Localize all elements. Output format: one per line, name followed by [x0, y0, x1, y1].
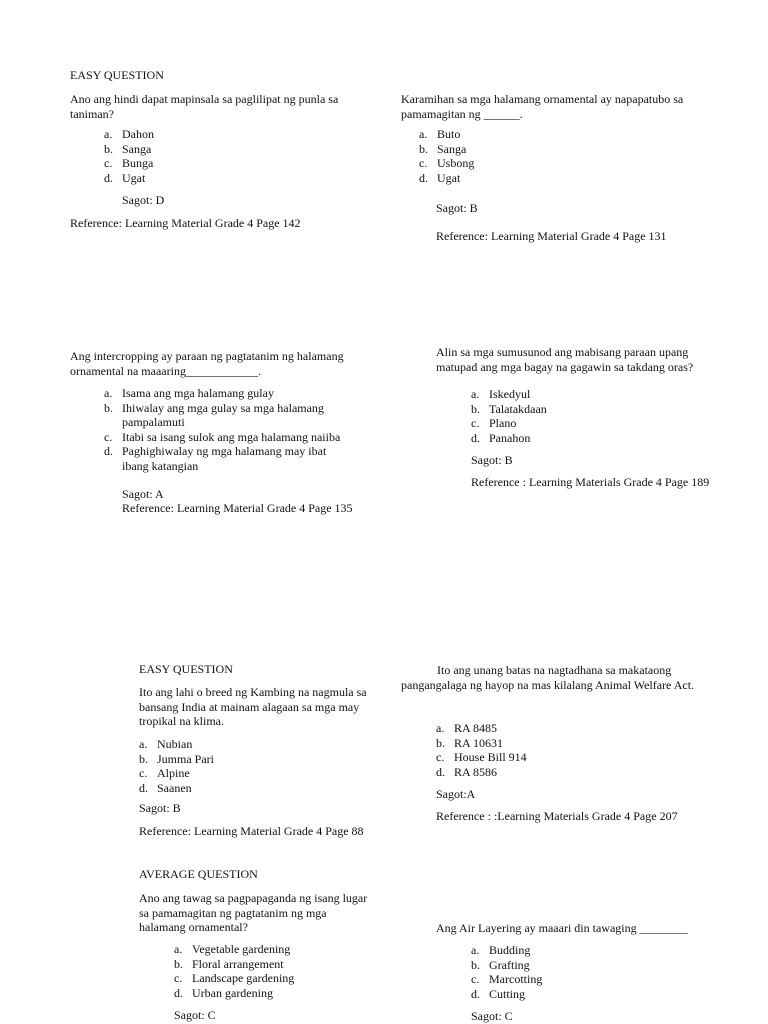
- option-item: [436, 721, 686, 736]
- option-item: [436, 765, 686, 780]
- option-marker: a.: [139, 737, 148, 751]
- option-item: [104, 401, 354, 430]
- option-item: [471, 972, 671, 987]
- q2-question: Karamihan sa mga halamang ornamental ay napapatubo sa pamamagitan ng ______.: [401, 92, 684, 121]
- option-text: Landscape gardening: [192, 971, 295, 985]
- q1-reference: Reference: Learning Material Grade 4 Page 142: [70, 216, 301, 230]
- option-text: Usbong: [437, 156, 475, 170]
- option-text: Ihiwalay ang mga gulay sa mga halamang pampalamuti: [122, 400, 324, 429]
- option-text: Cutting: [489, 986, 526, 1001]
- option-item: [471, 943, 671, 958]
- option-text: RA 10631: [454, 735, 504, 750]
- q3-options: [104, 386, 354, 473]
- option-text: Floral arrangement: [192, 956, 284, 971]
- option-marker: b.: [104, 141, 113, 156]
- q8-options: [471, 943, 671, 1001]
- option-marker: c.: [104, 156, 113, 170]
- q2-reference: Reference: Learning Material Grade 4 Page 131: [436, 229, 667, 243]
- option-item: [139, 781, 369, 796]
- option-item: [174, 986, 374, 1001]
- option-marker: d.: [471, 430, 480, 445]
- option-marker: a.: [104, 127, 113, 141]
- q3-answer: Sagot: A: [122, 487, 164, 501]
- q2-options: [419, 127, 679, 185]
- q4-question: Alin sa mga sumusunod ang mabisang paraan upang matupad ang mga bagay na gagawin sa takdang oras?: [436, 345, 694, 374]
- option-item: [174, 957, 374, 972]
- option-marker: a.: [419, 127, 428, 141]
- option-item: [471, 987, 671, 1002]
- q3-reference: Reference: Learning Material Grade 4 Page 135: [122, 501, 353, 515]
- q4-options: [471, 387, 701, 445]
- q5-reference: Reference: Learning Material Grade 4 Page 88: [139, 824, 364, 838]
- q3-question: Ang intercropping ay paraan ng pagtatanim ng halamang ornamental na maaaring____________.: [70, 349, 344, 378]
- option-marker: c.: [174, 971, 183, 985]
- option-marker: d.: [139, 780, 148, 795]
- option-marker: b.: [104, 400, 113, 415]
- option-text: Grafting: [489, 957, 530, 972]
- option-marker: a.: [471, 943, 480, 957]
- q6-options: [436, 721, 686, 779]
- option-marker: b.: [139, 751, 148, 766]
- option-item: [471, 402, 701, 417]
- q4-answer: Sagot: B: [471, 453, 513, 467]
- option-text: RA 8485: [454, 721, 498, 735]
- option-text: Jumma Pari: [157, 751, 214, 766]
- option-text: Saanen: [157, 780, 192, 795]
- q6-answer: Sagot:A: [436, 787, 476, 801]
- option-text: Budding: [489, 943, 531, 957]
- option-item: [139, 737, 369, 752]
- option-text: Plano: [489, 416, 517, 430]
- option-marker: d.: [174, 985, 183, 1000]
- q1-options: [104, 127, 364, 185]
- option-marker: d.: [419, 170, 428, 185]
- q7-question: Ano ang tawag sa pagpapaganda ng isang lugar sa pamamagitan ng pagtatanim ng mga halamang ornamental?: [139, 891, 368, 934]
- option-text: Vegetable gardening: [192, 942, 291, 956]
- option-text: Sanga: [122, 141, 152, 156]
- option-text: RA 8586: [454, 764, 498, 779]
- option-text: Isama ang mga halamang gulay: [122, 386, 274, 400]
- q6-reference: Reference : :Learning Materials Grade 4 Page 207: [436, 809, 678, 823]
- option-marker: c.: [419, 156, 428, 170]
- q5-heading: EASY QUESTION: [139, 662, 233, 676]
- option-marker: b.: [436, 735, 445, 750]
- option-item: [104, 156, 364, 171]
- q8-question: Ang Air Layering ay maaari din tawaging ________: [436, 921, 688, 935]
- option-item: [139, 766, 369, 781]
- option-marker: a.: [436, 721, 445, 735]
- option-marker: d.: [471, 986, 480, 1001]
- option-marker: b.: [419, 141, 428, 156]
- option-marker: c.: [471, 416, 480, 430]
- q7-heading: AVERAGE QUESTION: [139, 867, 258, 881]
- q7-answer: Sagot: C: [174, 1008, 216, 1022]
- option-text: Bunga: [122, 156, 154, 170]
- option-marker: c.: [471, 972, 480, 986]
- option-text: Ugat: [437, 170, 461, 185]
- q5-question: Ito ang lahi o breed ng Kambing na nagmula sa bansang India at mainam alagaan sa mga may tropikal na klima.: [139, 685, 367, 728]
- option-item: [419, 171, 679, 186]
- option-marker: a.: [471, 387, 480, 401]
- option-text: Panahon: [489, 430, 531, 445]
- option-marker: b.: [471, 401, 480, 416]
- option-item: [104, 386, 354, 401]
- option-item: [139, 752, 369, 767]
- option-item: [436, 750, 686, 765]
- option-text: Talatakdaan: [489, 401, 547, 416]
- option-text: Itabi sa isang sulok ang mga halamang naiiba: [122, 429, 341, 444]
- q1-question: Ano ang hindi dapat mapinsala sa paglilipat ng punla sa taniman?: [70, 92, 339, 121]
- option-marker: c.: [436, 750, 445, 764]
- option-text: Paghighiwalay ng mga halamang may ibat ibang katangian: [122, 444, 327, 473]
- option-item: [471, 416, 701, 431]
- option-marker: b.: [174, 956, 183, 971]
- option-item: [436, 736, 686, 751]
- option-text: Ugat: [122, 170, 146, 185]
- option-item: [419, 142, 679, 157]
- option-marker: c.: [104, 429, 113, 444]
- option-text: Dahon: [122, 127, 154, 141]
- q2-answer: Sagot: B: [436, 201, 478, 215]
- option-item: [471, 387, 701, 402]
- option-item: [104, 430, 354, 445]
- option-text: Marcotting: [489, 972, 543, 986]
- option-text: Buto: [437, 127, 461, 141]
- option-item: [419, 156, 679, 171]
- option-item: [419, 127, 679, 142]
- q8-answer: Sagot: C: [471, 1009, 513, 1023]
- option-text: Iskedyul: [489, 387, 531, 401]
- option-marker: d.: [436, 764, 445, 779]
- option-item: [104, 171, 364, 186]
- q5-answer: Sagot: B: [139, 801, 181, 815]
- option-item: [174, 971, 374, 986]
- option-item: [104, 142, 364, 157]
- option-marker: d.: [104, 444, 113, 458]
- option-marker: a.: [104, 386, 113, 400]
- option-item: [471, 431, 701, 446]
- q6-question: Ito ang unang batas na nagtadhana sa makataong pangangalaga ng hayop na mas kilalang Animal Welfare Act.: [401, 663, 695, 692]
- q5-options: [139, 737, 369, 795]
- option-text: Alpine: [157, 766, 190, 780]
- q1-answer: Sagot: D: [122, 193, 165, 207]
- option-marker: b.: [471, 957, 480, 972]
- option-item: [471, 958, 671, 973]
- option-marker: d.: [104, 170, 113, 185]
- option-marker: a.: [174, 942, 183, 956]
- q1-heading: EASY QUESTION: [70, 68, 164, 82]
- option-marker: c.: [139, 766, 148, 780]
- option-text: Urban gardening: [192, 985, 273, 1000]
- option-item: [174, 942, 374, 957]
- option-text: Sanga: [437, 141, 467, 156]
- option-item: [104, 444, 354, 473]
- option-text: Nubian: [157, 737, 193, 751]
- option-item: [104, 127, 364, 142]
- option-text: House Bill 914: [454, 750, 527, 764]
- q4-reference: Reference : Learning Materials Grade 4 Page 189: [471, 475, 710, 489]
- q7-options: [174, 942, 374, 1000]
